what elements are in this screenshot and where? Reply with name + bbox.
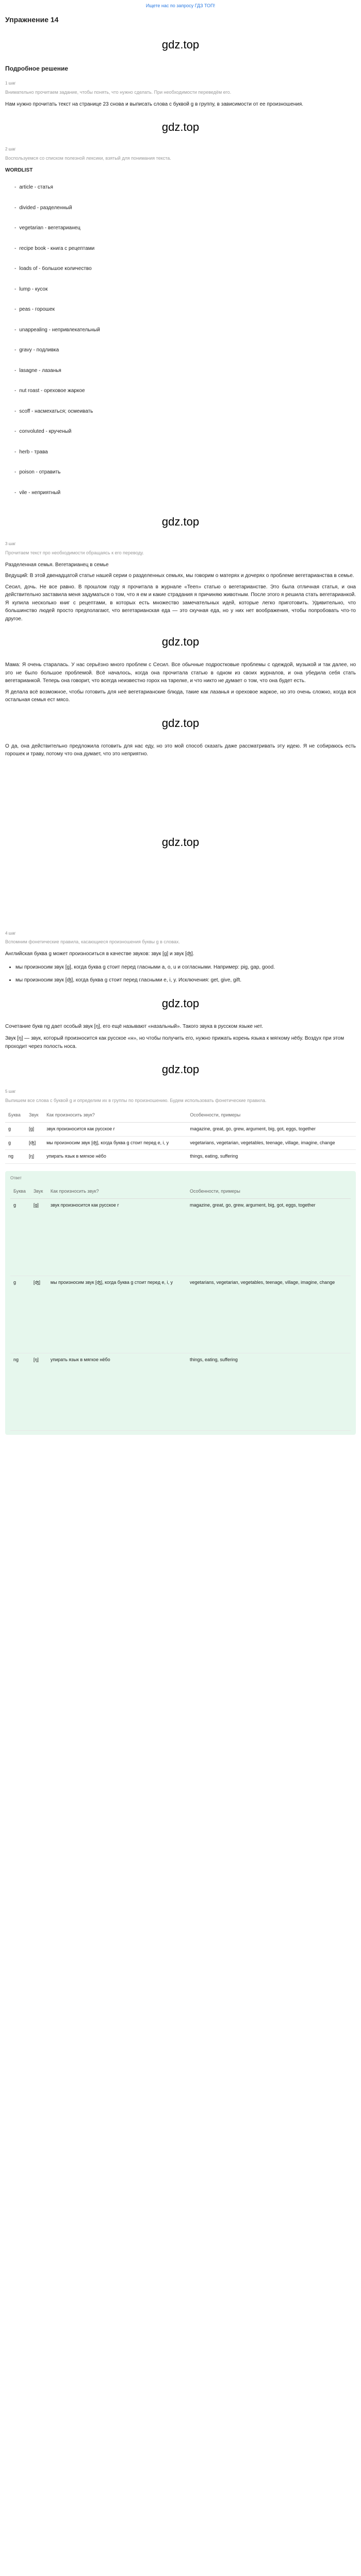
- step-4-intro: Английская буква g может произноситься в качестве звуков: звук [g] и звук [ʤ].: [5, 951, 194, 957]
- step-1-label: 1 шаг: [5, 81, 16, 86]
- col-letter: Буква: [5, 1109, 26, 1122]
- watermark: gdz.top: [161, 121, 200, 134]
- col-how: Как произносить звук?: [43, 1109, 187, 1122]
- cell-features: magazine, great, go, grew, argument, big, got, eggs, together: [187, 1198, 351, 1276]
- watermark: gdz.top: [161, 515, 200, 529]
- article-paragraph: Я делала всё возможное, чтобы готовить для неё вегетарианские блюда, такие как лазанья и ореховое жаркое, но это очень сложно, когда вся остальная семья ест мясо.: [5, 689, 356, 703]
- cell-letter: ng: [5, 1150, 26, 1164]
- cell-sound: [g]: [26, 1122, 43, 1136]
- top-link[interactable]: Ищете нас по запросу ГДЗ ТОП!: [145, 3, 216, 8]
- wordlist-item: - loads of - большое количество: [5, 259, 356, 279]
- page-body: [0, 11, 361, 2576]
- article-title: Разделенная семья. Вегетарианец в семье: [5, 562, 109, 568]
- step-4-hint: Вспомним фонетические правила, касающиеся произношения буквы g в словах.: [5, 939, 180, 945]
- table-row: [10, 1353, 351, 1430]
- wordlist-item: - nut roast - ореховое жаркое: [5, 381, 356, 401]
- table-row: [5, 1136, 356, 1150]
- rule-item: • мы произносим звук [ʤ], когда буква g стоит перед гласными e, i, y. Исключения: get, give, gift.: [15, 976, 356, 985]
- wordlist-item: - scoff - насмехаться; осмеивать: [5, 401, 356, 422]
- wordlist-item: - unappealing - непривлекательный: [5, 320, 356, 341]
- ng-rule: Сочетание букв ng дает особый звук [ŋ], его ещё называют «назальный». Такого звука в русском языке нет.: [5, 1023, 263, 1029]
- cell-sound: [ʤ]: [30, 1276, 47, 1353]
- wordlist-item: - herb - трава: [5, 442, 356, 463]
- solution-subtitle: Подробное решение: [5, 64, 69, 72]
- cell-sound: [ŋ]: [30, 1353, 47, 1430]
- wordlist-title: WORDLIST: [5, 167, 33, 173]
- wordlist-item: - divided - разделенный: [5, 198, 356, 218]
- step-2-hint: Воспользуемся со списком полезной лексики, взятый для понимания текста.: [5, 155, 171, 161]
- cell-features: vegetarians, vegetarian, vegetables, teenage, village, imagine, change: [187, 1136, 356, 1150]
- table-row: [10, 1198, 351, 1276]
- exercise-title: Упражнение 14: [5, 15, 59, 24]
- wordlist-item: - poison - отравить: [5, 462, 356, 483]
- col-sound: Звук: [30, 1185, 47, 1198]
- cell-features: things, eating, suffering: [187, 1150, 356, 1164]
- cell-letter: ng: [10, 1353, 30, 1430]
- step-1-hint: Внимательно прочитаем задание, чтобы понять, что нужно сделать. При необходимости переведём его.: [5, 89, 232, 95]
- cell-letter: g: [5, 1122, 26, 1136]
- wordlist-item: - gravy - подливка: [5, 340, 356, 361]
- col-letter: Буква: [10, 1185, 30, 1198]
- watermark: gdz.top: [161, 996, 200, 1010]
- rule-item: • мы произносим звук [g], когда буква g стоит перед гласными a, o, u и согласными. Например: pig, gap, good.: [15, 963, 356, 972]
- top-banner: [0, 0, 361, 11]
- ng-rule-detail: Звук [ŋ] — звук, который произносится как русское «н», но чтобы получить его, нужно прижать корень языка к мягкому нёбу. Воздух при этом проходит через полость носа.: [5, 1036, 344, 1049]
- cell-sound: [ʤ]: [26, 1136, 43, 1150]
- table-row: [10, 1276, 351, 1353]
- table-row: [5, 1150, 356, 1164]
- article: [5, 561, 356, 758]
- article-paragraph: О да, она действительно предложила готовить для нас еду, но это мой способ сказать даже рассматривать эту идею. Я не собираюсь есть горошек и траву, потому что она думает, что это неприятно.: [5, 743, 356, 757]
- col-features: Особенности, примеры: [187, 1109, 356, 1122]
- step-3-hint: Прочитаем текст про необходимости обращаясь к его переводу.: [5, 550, 144, 555]
- col-sound: Звук: [26, 1109, 43, 1122]
- cell-how: звук произносится как русское г: [47, 1198, 187, 1276]
- watermark: gdz.top: [161, 716, 200, 730]
- cell-how: упирать язык в мягкое нёбо: [47, 1353, 187, 1430]
- cell-features: magazine, great, go, grew, argument, big, got, eggs, together: [187, 1122, 356, 1136]
- cell-how: упирать язык в мягкое нёбо: [43, 1150, 187, 1164]
- answer-table: [10, 1185, 351, 1431]
- cell-letter: g: [10, 1198, 30, 1276]
- cell-letter: g: [5, 1136, 26, 1150]
- cell-letter: g: [10, 1276, 30, 1353]
- cell-features: things, eating, suffering: [187, 1353, 351, 1430]
- wordlist-item: - convoluted - крученый: [5, 421, 356, 442]
- watermark: gdz.top: [161, 835, 200, 849]
- answer-label: Ответ: [10, 1176, 22, 1181]
- wordlist-item: - recipe book - книга с рецептами: [5, 239, 356, 259]
- article-paragraph: Мама: Я очень старалась. У нас серьёзно много проблем с Сесил. Все обычные подростковые проблемы с одеждой, музыкой и так далее, но это не было большое проблемой. Всё началось, когда она прочитала статью в одном из своих журналов, и она убедила себя стать вегетарианкой. Теперь она говорит, что всегда неизвестно горох на тарелке, и что никто не думает о том, что она будет есть.: [5, 662, 356, 684]
- wordlist-item: - vile - неприятный: [5, 483, 356, 503]
- wordlist-item: - lump - кусок: [5, 279, 356, 300]
- step-5-hint: Выпишем все слова с буквой g и определим их в группы по произношению. Будем использовать фонетические правила.: [5, 1097, 267, 1103]
- cell-features: vegetarians, vegetarian, vegetables, teenage, village, imagine, change: [187, 1276, 351, 1353]
- article-paragraph: Ведущий: В этой двенадцатой статье нашей серии о разделенных семьях, мы говорим о матерях и дочерях о проблеме вегетарианства в семье.: [5, 573, 354, 579]
- wordlist-item: - lasagne - лазанья: [5, 361, 356, 381]
- cell-how: мы произносим звук [ʤ], когда буква g стоит перед e, i, y: [47, 1276, 187, 1353]
- wordlist-item: - vegetarian - вегетарианец: [5, 218, 356, 239]
- cell-sound: [g]: [30, 1198, 47, 1276]
- wordlist-item: - peas - горошек: [5, 299, 356, 320]
- rules-list: [5, 963, 356, 985]
- watermark: gdz.top: [161, 635, 200, 649]
- step-5-label: 5 шаг: [5, 1089, 16, 1094]
- step-3-label: 3 шаг: [5, 541, 16, 547]
- article-paragraph: Сесил, дочь. Не все равно. В прошлом году я прочитала в журнале «Teen» статью о вегетарианстве. Это была отличная статья, и она действительно заставила меня задуматься о том, что я ем и какие страдания я причиняю животным. После этого я решила стать вегетарианкой. Я купила несколько книг с рецептами, в которых есть множество замечательных идей, которые легко приготовить. Удивительно, что большинство людей просто предполагают, что вегетарианская еда — это скучная еда, но у них нет воображения, чтобы попробовать что-то другое.: [5, 584, 356, 622]
- watermark: gdz.top: [161, 1063, 200, 1076]
- col-features: Особенности, примеры: [187, 1185, 351, 1198]
- table-row: [5, 1122, 356, 1136]
- step-1-text: Нам нужно прочитать текст на странице 23 снова и выписать слова с буквой g в группу, в зависимости от ее произношения.: [5, 101, 304, 107]
- watermark: gdz.top: [161, 38, 200, 51]
- cell-how: звук произносится как русское г: [43, 1122, 187, 1136]
- answer-block: [5, 1171, 356, 1434]
- wordlist-item: - article - статья: [5, 177, 356, 198]
- step-4-label: 4 шаг: [5, 930, 16, 936]
- cell-how: мы произносим звук [ʤ], когда буква g стоит перед e, i, y: [43, 1136, 187, 1150]
- wordlist: [5, 177, 356, 503]
- sound-table: [5, 1109, 356, 1164]
- cell-sound: [ŋ]: [26, 1150, 43, 1164]
- col-how: Как произносить звук?: [47, 1185, 187, 1198]
- step-2-label: 2 шаг: [5, 147, 16, 152]
